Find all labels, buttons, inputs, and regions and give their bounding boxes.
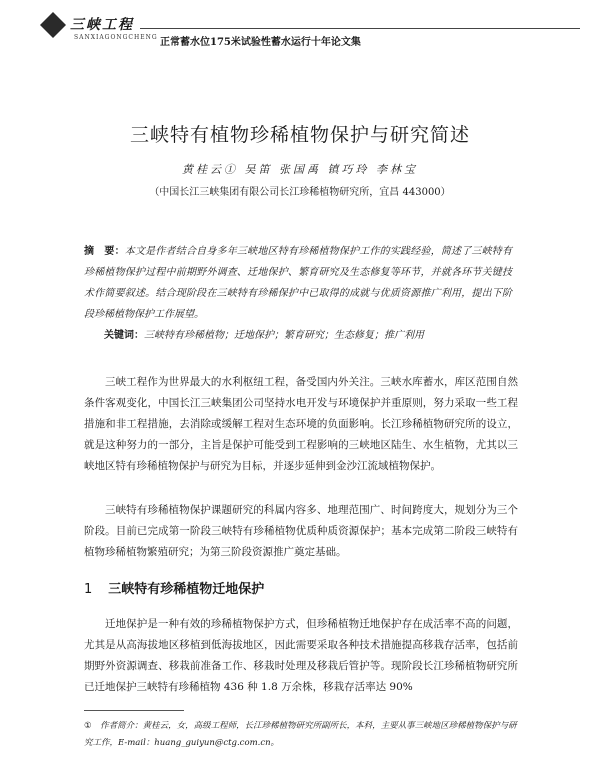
logo-subtitle: SANXIAGONGCHENG — [74, 34, 158, 41]
section-number: 1 — [84, 582, 93, 597]
logo-diamond-icon — [40, 12, 66, 38]
section-heading — [84, 578, 264, 597]
abstract — [84, 241, 512, 325]
running-header — [0, 0, 600, 58]
footnote-text: 作者简介：黄桂云，女，高级工程师，长江珍稀植物研究所副所长，本科，主要从事三峡地区珍稀植物保护与研究工作，E-mail：huang_guiyun@ctg.com.cn。 — [84, 721, 517, 748]
paragraph-text: 三峡特有珍稀植物保护课题研究的科属内容多、地理范围广、时间跨度大，规划分为三个阶段。目前已完成第一阶段三峡特有珍稀植物优质种质资源保护；基本完成第二阶段三峡特有植物珍稀植物繁殖研究；为第三阶段资源推广奠定基础。 — [84, 504, 518, 558]
intro-paragraph-1 — [84, 372, 518, 477]
footnote-divider — [84, 710, 184, 711]
affiliation: （中国长江三峡集团有限公司长江珍稀植物研究所，宜昌 443000） — [149, 187, 451, 198]
footnote — [84, 718, 518, 752]
keywords-label: 关键词： — [104, 330, 144, 341]
section-paragraph — [84, 614, 518, 698]
abstract-label: 摘 要： — [84, 246, 125, 257]
keywords — [104, 326, 524, 341]
paper-title: 三峡特有植物珍稀植物保护与研究简述 — [129, 124, 470, 146]
paragraph-text: 迁地保护是一种有效的珍稀植物保护方式，但珍稀植物迁地保护存在成活率不高的问题，尤其是从高海拔地区移植到低海拔地区，因此需要采取各种技术措施提高移栽存活率，包括前期野外资源调查、移栽前准备工作、移栽时处理及移栽后管护等。现阶段长江珍稀植物研究所已迁地保护三峡特有珍稀植物 436 种 1.8 万余株，移栽存活率达 90% — [84, 618, 518, 693]
author-list: 黄桂云① 吴笛 张国禹 镇巧玲 李林宝 — [182, 163, 418, 176]
logo-text: 三峡工程 — [70, 17, 134, 33]
intro-paragraph-2 — [84, 500, 518, 563]
section-title: 三峡特有珍稀植物迁地保护 — [108, 582, 265, 597]
collection-title: 正常蓄水位175米试验性蓄水运行十年论文集 — [160, 37, 361, 48]
abstract-text: 本文是作者结合自身多年三峡地区特有珍稀植物保护工作的实践经验，简述了三峡特有珍稀植物保护过程中前期野外调查、迁地保护、繁育研究及生态修复等环节，并就各环节关键技术作简要叙述。结合现阶段在三峡特有珍稀保护中已取得的成就与优质资源推广利用，提出下阶段珍稀植物保护工作展望。 — [84, 246, 513, 320]
header-divider — [140, 28, 580, 29]
paragraph-text: 三峡工程作为世界最大的水利枢纽工程，备受国内外关注。三峡水库蓄水，库区范围自然条件客观变化，中国长江三峡集团公司坚持水电开发与环境保护并重原则，努力采取一些工程措施和非工程措施，去消除或缓解工程对生态环境的负面影响。长江珍稀植物研究所的设立，就是这种努力的一部分，主旨是保护可能受到工程影响的三峡地区陆生、水生植物，尤其以三峡地区特有珍稀植物保护与研究为目标，并逐步延伸到金沙江流域植物保护。 — [84, 376, 518, 472]
keywords-text: 三峡特有珍稀植物；迁地保护；繁育研究；生态修复；推广利用 — [144, 330, 424, 341]
footnote-marker: ① — [84, 721, 92, 731]
